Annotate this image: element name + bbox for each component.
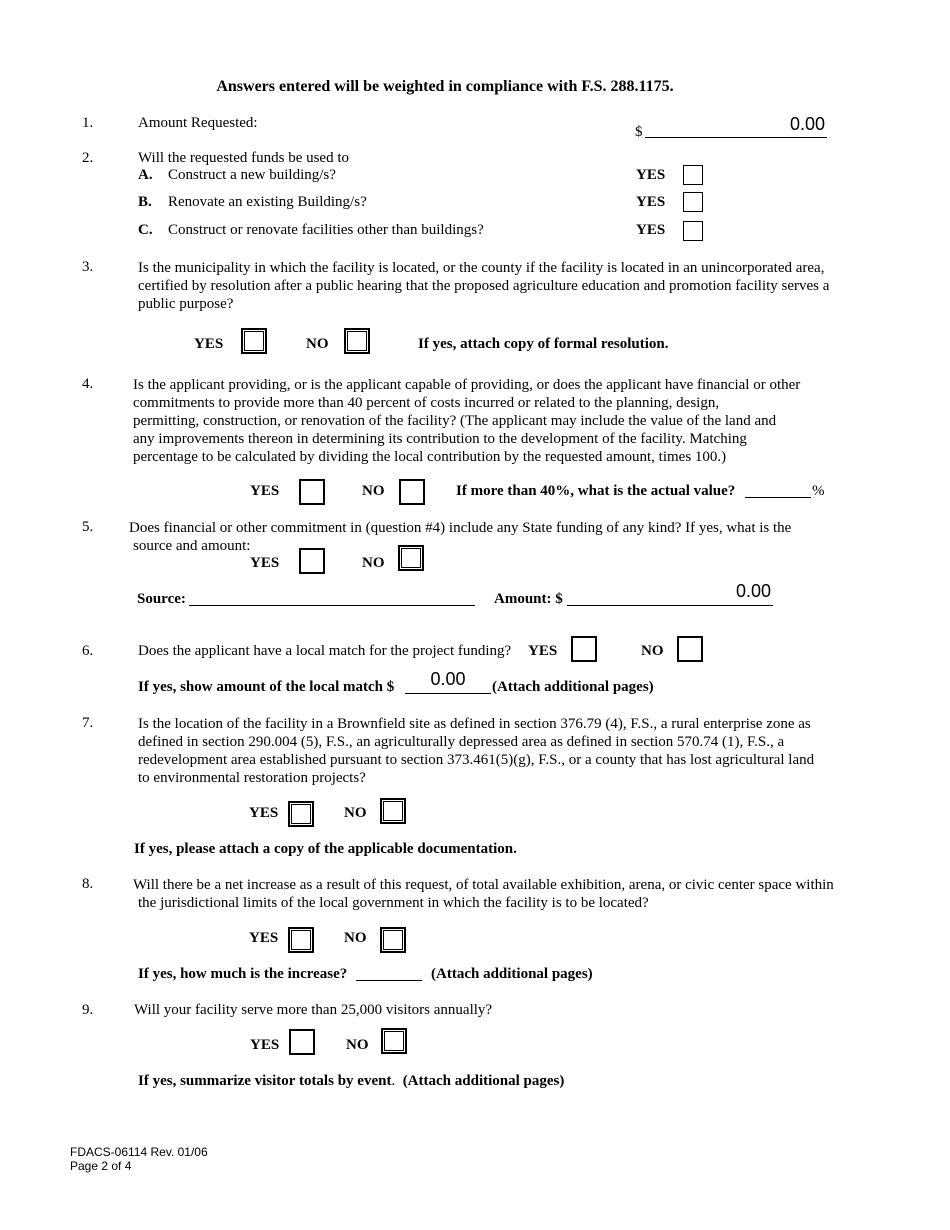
q5-amount-label: Amount: $ xyxy=(494,591,563,607)
q9-no-checkbox[interactable] xyxy=(381,1028,407,1054)
q3-line: Is the municipality in which the facility is located, or the county if the facility is located in an unincorporated area, xyxy=(138,260,825,276)
q6-yes-label: YES xyxy=(528,643,558,659)
q3-no-label: NO xyxy=(306,336,329,352)
q3-yes-label: YES xyxy=(194,336,224,352)
q4-percent: % xyxy=(812,483,825,499)
q6-text: Does the applicant have a local match for the project funding? xyxy=(138,643,512,659)
q9-note: If yes, summarize visitor totals by event xyxy=(138,1073,392,1089)
q1-number: 1. xyxy=(82,115,94,131)
q2c-text: Construct or renovate facilities other than buildings? xyxy=(168,222,484,238)
q5-line: Does financial or other commitment in (question #4) include any State funding of any kind? If yes, what is the xyxy=(129,520,792,536)
q8-increase-input[interactable] xyxy=(356,980,422,981)
q8-number: 8. xyxy=(82,876,94,892)
q9-no-label: NO xyxy=(346,1037,369,1053)
q5-number: 5. xyxy=(82,519,94,535)
q4-number: 4. xyxy=(82,376,94,392)
q9-note-dot: . xyxy=(391,1073,396,1089)
q2b-yes-checkbox[interactable] xyxy=(683,192,703,212)
q2-text: Will the requested funds be used to xyxy=(138,150,350,166)
q7-no-label: NO xyxy=(344,805,367,821)
q4-line: percentage to be calculated by dividing the local contribution by the requested amount, times 100.) xyxy=(133,449,727,465)
q5-no-checkbox[interactable] xyxy=(398,545,424,571)
q4-line: any improvements thereon in determining its contribution to the development of the facility. Matching xyxy=(133,431,747,447)
q7-text xyxy=(138,715,814,787)
q6-no-checkbox[interactable] xyxy=(677,636,703,662)
q2c-yes-checkbox[interactable] xyxy=(683,221,703,241)
q7-yes-checkbox[interactable] xyxy=(288,801,314,827)
q4-no-label: NO xyxy=(362,483,385,499)
footer-page-number: Page 2 of 4 xyxy=(70,1159,132,1173)
q6-match-input[interactable]: 0.00 xyxy=(430,669,466,689)
q2c-letter: C. xyxy=(138,222,153,238)
q6-match-line xyxy=(405,693,491,694)
q3-no-checkbox[interactable] xyxy=(344,328,370,354)
q4-text xyxy=(133,376,800,466)
q8-yes-checkbox[interactable] xyxy=(288,927,314,953)
q5-text xyxy=(129,519,791,555)
q3-line: certified by resolution after a public hearing that the proposed agriculture education and promotion facility serves a xyxy=(138,278,830,294)
q2b-letter: B. xyxy=(138,194,152,210)
q9-note-row xyxy=(138,1073,564,1090)
q5-amount-line xyxy=(567,605,773,606)
q9-yes-label: YES xyxy=(250,1037,280,1053)
q9-number: 9. xyxy=(82,1002,94,1018)
q7-yes-label: YES xyxy=(249,805,279,821)
q8-line: Will there be a net increase as a result of this request, of total available exhibition, arena, or civic center space within xyxy=(133,877,834,893)
q2c-yes-label: YES xyxy=(636,222,666,238)
q6-number: 6. xyxy=(82,643,94,659)
q5-no-label: NO xyxy=(362,555,385,571)
q4-yes-checkbox[interactable] xyxy=(299,479,325,505)
q2b-yes-label: YES xyxy=(636,194,666,210)
q7-line: defined in section 290.004 (5), F.S., an agriculturally depressed area as defined in section 570.74 (1), F.S., a xyxy=(138,734,785,750)
q4-yes-label: YES xyxy=(250,483,280,499)
q3-text xyxy=(138,259,829,313)
page-header: Answers entered will be weighted in compliance with F.S. 288.1175. xyxy=(216,78,674,95)
q8-increase-label: If yes, how much is the increase? xyxy=(138,966,348,982)
q5-source-input[interactable] xyxy=(189,605,475,606)
q9-text: Will your facility serve more than 25,000 visitors annually? xyxy=(134,1002,493,1018)
q7-number: 7. xyxy=(82,715,94,731)
q8-no-checkbox[interactable] xyxy=(380,927,406,953)
q7-no-checkbox[interactable] xyxy=(380,798,406,824)
q4-line: Is the applicant providing, or is the applicant capable of providing, or does the applicant have financial or other xyxy=(133,377,801,393)
q2a-yes-label: YES xyxy=(636,167,666,183)
q1-amount-line xyxy=(645,137,827,138)
q4-no-checkbox[interactable] xyxy=(399,479,425,505)
q8-text xyxy=(133,876,834,912)
q3-yes-checkbox[interactable] xyxy=(241,328,267,354)
q8-yes-label: YES xyxy=(249,930,279,946)
footer xyxy=(70,1145,208,1173)
q7-line: Is the location of the facility in a Brownfield site as defined in section 376.79 (4), F.S., a rural enterprise zone as xyxy=(138,716,811,732)
q4-line: commitments to provide more than 40 percent of costs incurred or related to the planning, design, xyxy=(133,395,720,411)
q5-yes-label: YES xyxy=(250,555,280,571)
q3-note: If yes, attach copy of formal resolution. xyxy=(418,336,669,352)
q5-amount-input[interactable]: 0.00 xyxy=(735,581,771,601)
q3-number: 3. xyxy=(82,259,94,275)
q7-line: redevelopment area established pursuant to section 373.461(5)(g), F.S., or a county that has lost agricultural land xyxy=(138,752,815,768)
q5-yes-checkbox[interactable] xyxy=(299,548,325,574)
q2a-yes-checkbox[interactable] xyxy=(683,165,703,185)
q8-no-label: NO xyxy=(344,930,367,946)
q2b-text: Renovate an existing Building/s? xyxy=(168,194,367,210)
q8-line: the jurisdictional limits of the local government in which the facility is to be located? xyxy=(138,895,649,911)
q6-no-label: NO xyxy=(641,643,664,659)
q3-line: public purpose? xyxy=(138,296,234,312)
q6-attach: (Attach additional pages) xyxy=(492,679,654,695)
q2-number: 2. xyxy=(82,150,94,166)
q1-label: Amount Requested: xyxy=(138,115,258,131)
q5-line: source and amount: xyxy=(133,538,251,554)
q7-line: to environmental restoration projects? xyxy=(138,770,366,786)
q9-attach: (Attach additional pages) xyxy=(402,1073,565,1089)
q4-value-input[interactable] xyxy=(745,497,811,498)
q6-match-label: If yes, show amount of the local match $ xyxy=(138,679,395,695)
q7-note: If yes, please attach a copy of the applicable documentation. xyxy=(134,841,517,857)
q2a-text: Construct a new building/s? xyxy=(168,167,336,183)
q2a-letter: A. xyxy=(138,167,153,183)
q5-source-label: Source: xyxy=(137,591,186,607)
q1-currency: $ xyxy=(635,124,643,140)
q6-yes-checkbox[interactable] xyxy=(571,636,597,662)
footer-form-number: FDACS-06114 Rev. 01/06 xyxy=(70,1145,208,1159)
q4-question: If more than 40%, what is the actual value? xyxy=(456,483,736,499)
q4-line: permitting, construction, or renovation of the facility? (The applicant may include the value of the land and xyxy=(133,413,777,429)
q8-attach: (Attach additional pages) xyxy=(431,966,593,982)
q9-yes-checkbox[interactable] xyxy=(289,1029,315,1055)
q1-amount-input[interactable]: 0.00 xyxy=(789,114,825,134)
